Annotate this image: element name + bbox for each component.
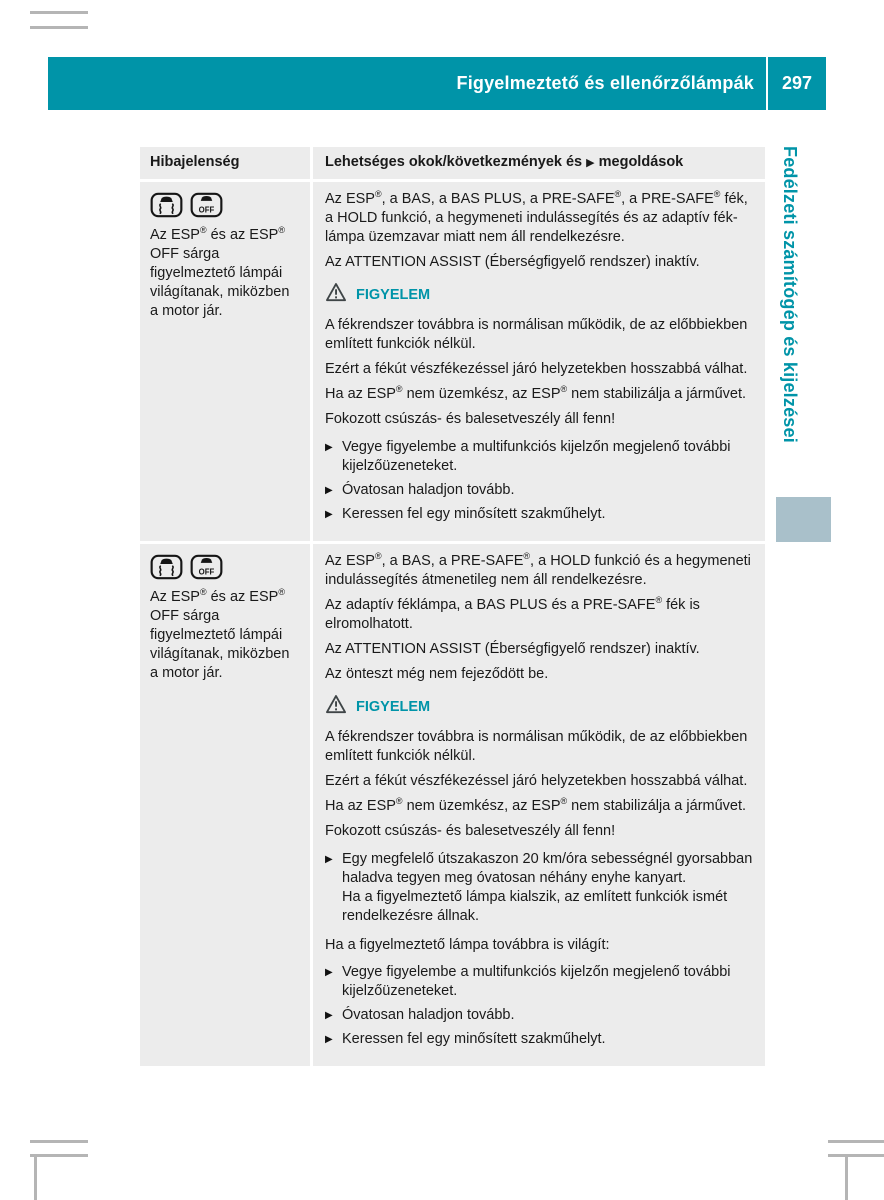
column-header-causes-prefix: Lehetséges okok/következmények és — [325, 154, 583, 170]
solution-paragraph: Óvatosan haladjon tovább. — [342, 482, 515, 498]
column-header-causes-suffix: megoldások — [598, 154, 684, 170]
lamp-icons — [150, 554, 300, 580]
solution-item — [325, 850, 757, 926]
solution-paragraph: Óvatosan haladjon tovább. — [342, 1007, 515, 1023]
table-header-row — [140, 147, 765, 179]
solution-item — [325, 438, 757, 476]
solution-arrow-icon: ▶ — [325, 967, 333, 978]
symptom-cell — [140, 182, 310, 541]
solution-text — [342, 505, 757, 524]
solution-text — [342, 850, 757, 926]
symptom-cell — [140, 544, 310, 1066]
page-number: 297 — [781, 73, 813, 93]
crop-mark — [30, 26, 88, 29]
warning-paragraph: Fokozott csúszás- és balesetveszély áll fenn! — [325, 823, 616, 839]
solution-item — [325, 505, 757, 524]
solution-paragraph: Keressen fel egy minősített szakműhelyt. — [342, 506, 606, 522]
svg-text:OFF: OFF — [198, 205, 215, 215]
crop-mark — [30, 1140, 88, 1143]
warning-label: FIGYELEM — [356, 698, 431, 715]
solution-paragraph: Keressen fel egy minősített szakműhelyt. — [342, 1031, 606, 1047]
chapter-side-tab-label: Fedélzeti számítógép és kijelzései — [780, 146, 800, 443]
cause-paragraph: Az önteszt még nem fejeződött be. — [325, 666, 549, 682]
warning-triangle-icon — [325, 282, 347, 308]
warning-paragraph: Ha az ESP® nem üzemkész, az ESP® nem stabilizálja a járművet. — [325, 384, 747, 402]
warning-paragraph: A fékrendszer továbbra is normálisan működik, de az előbbiekben említett funkciók nélkül. — [325, 729, 748, 764]
page-header — [48, 57, 826, 110]
table-row — [140, 182, 765, 541]
warning-paragraph: Ezért a fékút vészfékezéssel járó helyzetekben hosszabbá válhat. — [325, 361, 748, 377]
symptom-text: Az ESP® és az ESP® OFF sárga figyelmeztető lámpái világítanak, miközben a motor jár. — [150, 225, 290, 319]
warning-lamps-table — [140, 147, 765, 1066]
causes-cell — [313, 544, 765, 1066]
crop-mark — [34, 1157, 37, 1200]
cause-paragraph: Az ESP®, a BAS, a PRE-SAFE®, a HOLD funkció és a hegymeneti indulássegítés átmenetileg nem áll rendelkezésre. — [325, 551, 751, 588]
esp-warning-lamp-icon — [150, 554, 183, 580]
warning-heading — [325, 694, 757, 720]
table-row — [140, 544, 765, 1066]
crop-mark — [845, 1157, 848, 1200]
solution-arrow-icon: ▶ — [325, 854, 333, 865]
crop-mark — [828, 1140, 884, 1143]
persist-note: Ha a figyelmeztető lámpa továbbra is világít: — [325, 937, 610, 953]
warning-paragraph: Ezért a fékút vészfékezéssel járó helyzetekben hosszabbá válhat. — [325, 773, 748, 789]
warning-heading — [325, 282, 757, 308]
symptom-text: Az ESP® és az ESP® OFF sárga figyelmeztető lámpái világítanak, miközben a motor jár. — [150, 587, 290, 681]
solution-text — [342, 481, 757, 500]
chapter-marker-square — [776, 497, 831, 542]
crop-mark — [30, 11, 88, 14]
solution-text — [342, 1030, 757, 1049]
solution-item — [325, 963, 757, 1001]
cause-paragraph: Az ESP®, a BAS, a BAS PLUS, a PRE-SAFE®, a PRE-SAFE® fék, a HOLD funkció, a hegymeneti indulássegítés és az adaptív féklámpa üzemzavar miatt nem áll rendelkezésre. — [325, 189, 748, 245]
esp-warning-lamp-icon — [150, 192, 183, 218]
svg-text:OFF: OFF — [198, 567, 215, 577]
solution-item — [325, 1030, 757, 1049]
cause-paragraph: Az adaptív féklámpa, a BAS PLUS és a PRE-SAFE® fék is elromolhatott. — [325, 595, 700, 632]
esp-off-lamp-icon — [190, 192, 223, 218]
warning-triangle-icon — [325, 694, 347, 720]
solution-paragraph: Egy megfelelő útszakaszon 20 km/óra sebességnél gyorsabban haladva tegyen meg óvatosan néhány enyhe kanyart. — [342, 851, 753, 886]
esp-off-lamp-icon — [190, 554, 223, 580]
warning-label: FIGYELEM — [356, 286, 431, 303]
solution-item — [325, 481, 757, 500]
lamp-icons — [150, 192, 300, 218]
cause-paragraph: Az ATTENTION ASSIST (Éberségfigyelő rendszer) inaktív. — [325, 641, 700, 657]
warning-paragraph: A fékrendszer továbbra is normálisan működik, de az előbbiekben említett funkciók nélkül. — [325, 317, 748, 352]
solution-paragraph: Vegye figyelembe a multifunkciós kijelzőn megjelenő további kijelzőüzeneteket. — [342, 439, 731, 474]
solution-arrow-icon: ▶ — [325, 1034, 333, 1045]
solution-text — [342, 438, 757, 476]
solution-arrow-icon: ▶ — [325, 1010, 333, 1021]
warning-paragraph: Fokozott csúszás- és balesetveszély áll fenn! — [325, 411, 616, 427]
page-header-title-area — [48, 57, 766, 110]
solution-arrow-icon: ▶ — [325, 442, 333, 453]
solution-arrow-icon: ▶ — [325, 485, 333, 496]
column-header-causes — [313, 147, 765, 179]
page-title: Figyelmeztető és ellenőrzőlámpák — [456, 73, 754, 93]
warning-paragraph: Ha az ESP® nem üzemkész, az ESP® nem stabilizálja a járművet. — [325, 796, 747, 814]
cause-paragraph: Az ATTENTION ASSIST (Éberségfigyelő rendszer) inaktív. — [325, 254, 700, 270]
causes-cell — [313, 182, 765, 541]
crop-mark — [30, 1154, 88, 1157]
solution-text — [342, 1006, 757, 1025]
solution-item — [325, 1006, 757, 1025]
column-header-symptom: Hibajelenség — [140, 147, 310, 179]
solution-arrow-icon: ▶ — [586, 157, 595, 169]
solution-paragraph: Vegye figyelembe a multifunkciós kijelzőn megjelenő további kijelzőüzeneteket. — [342, 964, 731, 999]
solution-text — [342, 963, 757, 1001]
crop-mark — [828, 1154, 884, 1157]
solution-arrow-icon: ▶ — [325, 509, 333, 520]
solution-continuation: Ha a figyelmeztető lámpa kialszik, az említett funkciók ismét rendelkezésre állnak. — [342, 889, 728, 924]
